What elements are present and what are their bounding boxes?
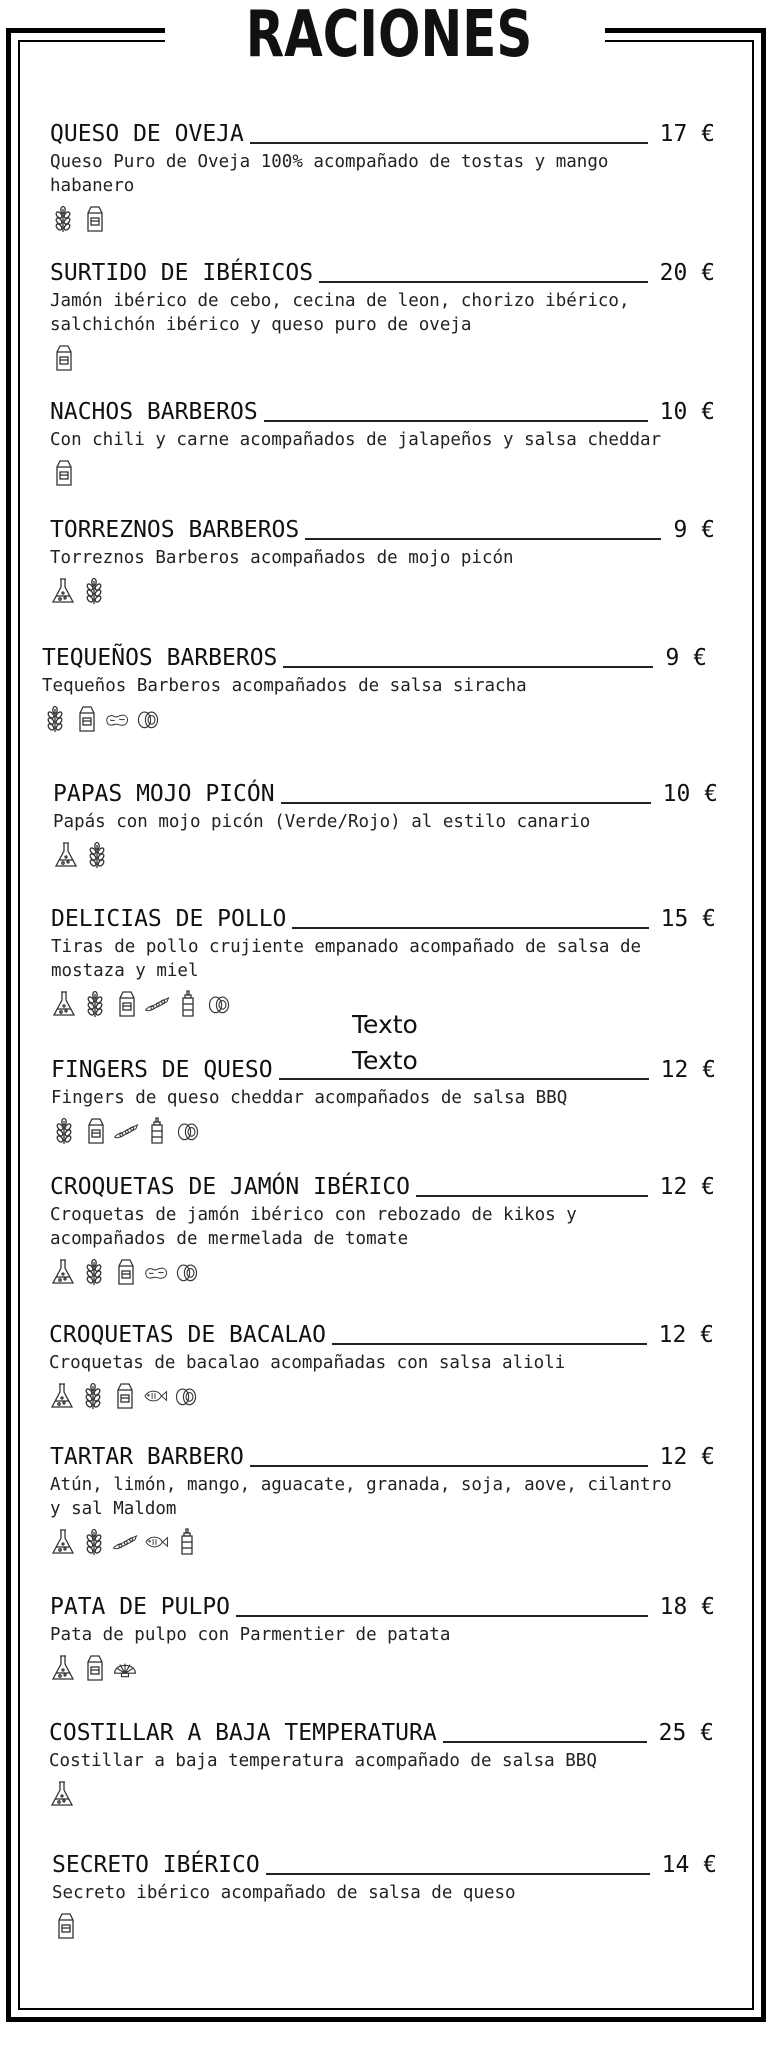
item-price: 12 € bbox=[658, 1322, 714, 1348]
item-name: CROQUETAS DE JAMÓN IBÉRICO bbox=[50, 1174, 411, 1200]
item-price: 12 € bbox=[659, 1174, 715, 1200]
mustard-icon bbox=[144, 1117, 170, 1150]
item-name: CROQUETAS DE BACALAO bbox=[49, 1322, 326, 1348]
menu-item bbox=[51, 903, 716, 1021]
leader-line bbox=[443, 1741, 647, 1743]
item-name: PATA DE PULPO bbox=[50, 1594, 231, 1620]
wheat-icon bbox=[51, 1117, 77, 1150]
menu-item bbox=[50, 1171, 715, 1289]
menu-item bbox=[49, 1717, 714, 1811]
menu-item-header bbox=[42, 642, 707, 672]
milk-icon bbox=[113, 990, 139, 1023]
menu-item-header bbox=[49, 1717, 714, 1747]
allergen-icons bbox=[49, 1781, 714, 1811]
item-description: Croquetas de jamón ibérico con rebozado de kikos y acompañados de mermelada de tomate bbox=[50, 1205, 577, 1249]
leader-line bbox=[250, 1465, 648, 1467]
wheat-icon bbox=[42, 705, 68, 738]
menu-item bbox=[53, 778, 718, 872]
item-name: PAPAS MOJO PICÓN bbox=[53, 781, 275, 807]
menu-item bbox=[50, 1441, 715, 1559]
item-description: Atún, limón, mango, aguacate, granada, soja, aove, cilantro y sal Maldom bbox=[50, 1475, 672, 1519]
flask-icon bbox=[50, 1654, 76, 1687]
menu-item-header bbox=[53, 778, 718, 808]
peanut-icon bbox=[104, 705, 130, 738]
allergen-icons bbox=[53, 842, 718, 872]
leader-line bbox=[266, 1873, 650, 1875]
menu-item bbox=[42, 642, 707, 736]
soy-icon bbox=[144, 990, 170, 1023]
menu-item-header bbox=[50, 1441, 715, 1471]
egg-icon bbox=[173, 1382, 199, 1415]
leader-line bbox=[281, 802, 651, 804]
item-description: Tequeños Barberos acompañados de salsa siracha bbox=[42, 676, 527, 696]
menu-item-header bbox=[50, 514, 715, 544]
menu-item-header bbox=[50, 396, 715, 426]
allergen-icons bbox=[50, 206, 715, 236]
item-price: 9 € bbox=[673, 517, 715, 543]
allergen-icons bbox=[50, 345, 715, 375]
menu-item-header bbox=[50, 118, 715, 148]
milk-icon bbox=[52, 1912, 78, 1945]
item-price: 15 € bbox=[660, 906, 716, 932]
item-name: SECRETO IBÉRICO bbox=[52, 1852, 260, 1878]
allergen-icons bbox=[42, 706, 707, 736]
wheat-icon bbox=[50, 205, 76, 238]
soy-icon bbox=[112, 1528, 138, 1561]
menu-item-header bbox=[50, 1591, 715, 1621]
menu-item bbox=[50, 118, 715, 236]
item-price: 10 € bbox=[659, 399, 715, 425]
leader-line bbox=[416, 1195, 648, 1197]
item-price: 20 € bbox=[659, 260, 715, 286]
egg-icon bbox=[175, 1117, 201, 1150]
wheat-icon bbox=[80, 1382, 106, 1415]
allergen-icons bbox=[50, 1529, 715, 1559]
item-description: Pata de pulpo con Parmentier de patata bbox=[50, 1625, 451, 1645]
item-description: Secreto ibérico acompañado de salsa de queso bbox=[52, 1883, 516, 1903]
item-description: Fingers de queso cheddar acompañados de salsa BBQ bbox=[51, 1088, 568, 1108]
item-description: Con chili y carne acompañados de jalapeños y salsa cheddar bbox=[50, 430, 662, 450]
mustard-icon bbox=[175, 990, 201, 1023]
allergen-icons bbox=[49, 1383, 714, 1413]
menu-item-header bbox=[50, 1171, 715, 1201]
leader-line bbox=[283, 666, 653, 668]
item-price: 25 € bbox=[658, 1720, 714, 1746]
flask-icon bbox=[53, 841, 79, 874]
milk-icon bbox=[81, 205, 107, 238]
item-price: 12 € bbox=[659, 1444, 715, 1470]
fish-icon bbox=[142, 1382, 168, 1415]
allergen-icons bbox=[50, 460, 715, 490]
leader-line bbox=[250, 142, 648, 144]
flask-icon bbox=[49, 1780, 75, 1813]
flask-icon bbox=[50, 577, 76, 610]
wheat-icon bbox=[81, 1258, 107, 1291]
menu-item bbox=[50, 257, 715, 375]
allergen-icons bbox=[52, 1913, 717, 1943]
milk-icon bbox=[82, 1117, 108, 1150]
menu-item bbox=[50, 396, 715, 490]
floating-text-1: Texto bbox=[352, 1010, 418, 1039]
egg-icon bbox=[206, 990, 232, 1023]
milk-icon bbox=[73, 705, 99, 738]
item-name: QUESO DE OVEJA bbox=[50, 121, 244, 147]
milk-icon bbox=[50, 459, 76, 492]
fish-icon bbox=[143, 1528, 169, 1561]
leader-line bbox=[319, 281, 648, 283]
soy-icon bbox=[113, 1117, 139, 1150]
item-name: COSTILLAR A BAJA TEMPERATURA bbox=[49, 1720, 437, 1746]
shell-icon bbox=[112, 1654, 138, 1687]
item-name: NACHOS BARBEROS bbox=[50, 399, 258, 425]
wheat-icon bbox=[84, 841, 110, 874]
item-description: Torreznos Barberos acompañados de mojo picón bbox=[50, 548, 514, 568]
item-description: Tiras de pollo crujiente empanado acompañado de salsa de mostaza y miel bbox=[51, 937, 642, 981]
milk-icon bbox=[111, 1382, 137, 1415]
milk-icon bbox=[81, 1654, 107, 1687]
leader-line bbox=[236, 1615, 648, 1617]
leader-line bbox=[264, 420, 648, 422]
item-name: FINGERS DE QUESO bbox=[51, 1057, 273, 1083]
flask-icon bbox=[49, 1382, 75, 1415]
item-description: Papás con mojo picón (Verde/Rojo) al estilo canario bbox=[53, 812, 591, 832]
leader-line bbox=[305, 538, 661, 540]
floating-text-2: Texto bbox=[352, 1046, 418, 1075]
menu-item bbox=[52, 1849, 717, 1943]
item-price: 12 € bbox=[660, 1057, 716, 1083]
leader-line bbox=[332, 1343, 647, 1345]
allergen-icons bbox=[51, 1118, 716, 1148]
item-description: Jamón ibérico de cebo, cecina de leon, chorizo ibérico, salchichón ibérico y queso puro de oveja bbox=[50, 291, 630, 335]
peanut-icon bbox=[143, 1258, 169, 1291]
item-description: Costillar a baja temperatura acompañado de salsa BBQ bbox=[49, 1751, 597, 1771]
wheat-icon bbox=[81, 577, 107, 610]
item-price: 17 € bbox=[659, 121, 715, 147]
leader-line bbox=[279, 1078, 649, 1080]
leader-line bbox=[292, 927, 648, 929]
menu-item-header bbox=[50, 257, 715, 287]
item-name: TEQUEÑOS BARBEROS bbox=[42, 645, 278, 671]
menu-item-header bbox=[49, 1319, 714, 1349]
egg-icon bbox=[174, 1258, 200, 1291]
allergen-icons bbox=[50, 578, 715, 608]
egg-icon bbox=[135, 705, 161, 738]
mustard-icon bbox=[174, 1528, 200, 1561]
item-name: DELICIAS DE POLLO bbox=[51, 906, 287, 932]
item-name: SURTIDO DE IBÉRICOS bbox=[50, 260, 314, 286]
item-price: 18 € bbox=[659, 1594, 715, 1620]
wheat-icon bbox=[82, 990, 108, 1023]
allergen-icons bbox=[50, 1655, 715, 1685]
item-description: Croquetas de bacalao acompañadas con salsa alioli bbox=[49, 1353, 566, 1373]
menu-item bbox=[50, 514, 715, 608]
menu-item bbox=[50, 1591, 715, 1685]
menu-item-header bbox=[51, 903, 716, 933]
item-name: TARTAR BARBERO bbox=[50, 1444, 244, 1470]
allergen-icons bbox=[50, 1259, 715, 1289]
item-price: 10 € bbox=[662, 781, 718, 807]
flask-icon bbox=[50, 1528, 76, 1561]
menu-item bbox=[49, 1319, 714, 1413]
item-name: TORREZNOS BARBEROS bbox=[50, 517, 300, 543]
item-price: 9 € bbox=[665, 645, 707, 671]
flask-icon bbox=[50, 1258, 76, 1291]
wheat-icon bbox=[81, 1528, 107, 1561]
item-description: Queso Puro de Oveja 100% acompañado de tostas y mango habanero bbox=[50, 152, 609, 196]
menu-title: RACIONES bbox=[245, 0, 533, 72]
item-price: 14 € bbox=[661, 1852, 717, 1878]
milk-icon bbox=[50, 344, 76, 377]
milk-icon bbox=[112, 1258, 138, 1291]
flask-icon bbox=[51, 990, 77, 1023]
menu-item-header bbox=[52, 1849, 717, 1879]
